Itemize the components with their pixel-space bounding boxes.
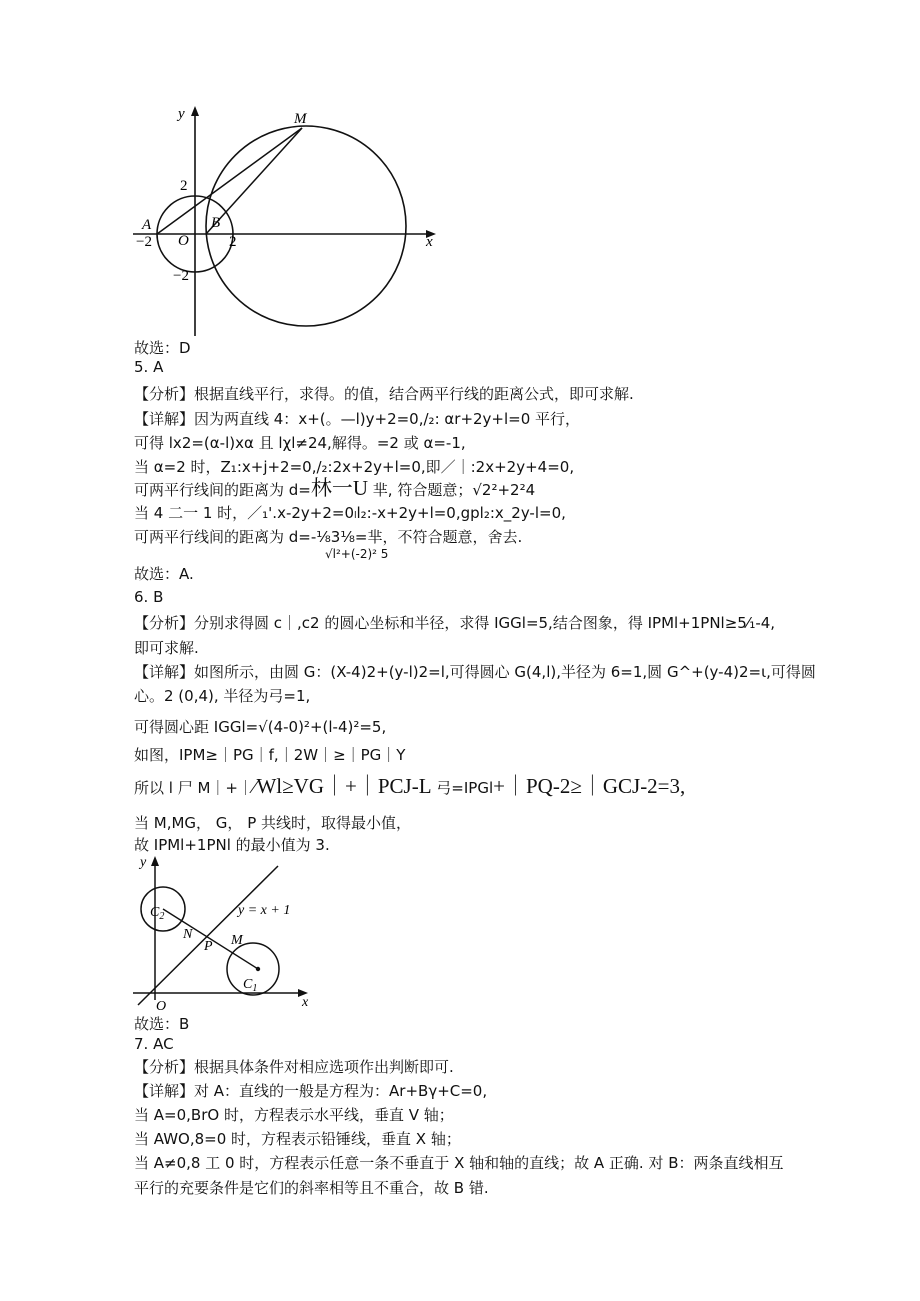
q6-detail-3: 可得圆心距 IGGl=√(4-0)²+(l-4)²=5, — [134, 718, 387, 736]
y-axis-label: y — [178, 106, 185, 122]
q6-analysis-2: 即可求解. — [134, 639, 199, 657]
point-label-B: B — [211, 215, 221, 231]
q7-analysis: 【分析】根据具体条件对相应选项作出判断即可. — [134, 1058, 454, 1076]
q6-analysis-1: 【分析】分别求得圆 c｜,c2 的圆心坐标和半径，求得 IGGl=5,结合图象，得 IPMl+1PNl≥5⁄₁-4, — [134, 614, 776, 632]
q5-detail-7: √l²+(-2)² 5 — [325, 547, 389, 561]
x-axis-label-2: x — [302, 995, 309, 1010]
q6-detail-4: 如图，IPM≥｜PG｜f,｜2W｜≥｜PG｜Y — [134, 746, 406, 764]
q5-detail-4-prefix: 可两平行线间的距离为 d= — [134, 481, 311, 499]
tick-label-2-x: 2 — [229, 234, 237, 250]
q5-detail-5: 当 4 二一 1 时，／₁'.x-2y+2=0ₗl₂:-x+2y+l=0,gpl₂:x_2y-l=0, — [134, 504, 566, 522]
q6-detail-5-part-d: +｜PQ-2≥｜GCJ-2=3, — [493, 774, 686, 798]
answer-choice-6: 故选：B — [134, 1015, 190, 1033]
point-label-A: A — [142, 217, 152, 233]
y-axis-label-2: y — [140, 855, 147, 870]
q5-detail-4-suffix: 芈, 符合题意；√2²+2²4 — [368, 481, 536, 499]
q6-detail-5-part-b: ⁄Wl≥VG｜+｜PCJ-L — [252, 774, 432, 798]
q6-number: 6. B — [134, 588, 164, 606]
circle-label-C1: $C_1$ — [243, 977, 258, 994]
q7-detail-3: 当 AWO,8=0 时，方程表示铅锤线，垂直 X 轴； — [134, 1130, 461, 1148]
x-axis-label: x — [426, 234, 433, 250]
figure-line-circles-diagram — [128, 852, 328, 1016]
origin-label-O-2: O — [156, 999, 167, 1014]
q6-detail-5-prefix: 所以 l 尸 M｜+｜ — [134, 779, 253, 797]
point-label-P: P — [204, 939, 213, 954]
q6-detail-5-part-c: 弓=IPGl — [431, 779, 494, 797]
q7-detail-1: 【详解】对 A：直线的一般是方程为：Ar+Bγ+C=0, — [134, 1082, 488, 1100]
q7-detail-5: 平行的充要条件是它们的斜率相等且不重合，故 B 错. — [134, 1179, 489, 1197]
figure-circles-diagram — [128, 100, 448, 350]
point-label-M-2: M — [231, 933, 243, 948]
q7-detail-4: 当 A≠0,8 工 0 时，方程表示任意一条不垂直于 X 轴和轴的直线；故 A 正确. 对 B：两条直线相互 — [134, 1154, 784, 1172]
circle-label-C2: $C_2$ — [150, 905, 165, 922]
origin-label-O: O — [178, 233, 189, 249]
tick-label-neg2-y: −2 — [173, 268, 189, 284]
q5-detail-6: 可两平行线间的距离为 d=-⅛3⅛=芈，不符合题意，舍去. — [134, 528, 523, 546]
tick-label-neg2-x: −2 — [136, 234, 152, 250]
q5-detail-4 — [134, 478, 535, 500]
large-circle — [206, 126, 406, 326]
segment-BM — [206, 128, 302, 234]
q5-choice: 故选：A. — [134, 565, 194, 583]
answer-choice-4: 故选：D — [134, 339, 191, 357]
q6-detail-5 — [134, 773, 685, 801]
q6-detail-7: 故 IPMl+1PNl 的最小值为 3. — [134, 836, 330, 854]
q6-detail-6: 当 M,MG， G， P 共线时，取得最小值， — [134, 814, 412, 832]
q5-detail-1: 【详解】因为两直线 4：x+(。—l)y+2=0,/₂: αr+2y+l=0 平行， — [134, 410, 581, 428]
tick-label-2-y: 2 — [180, 178, 188, 194]
point-label-M: M — [294, 111, 307, 127]
q6-detail-2: 心。2 (0,4), 半径为弓=1, — [134, 687, 311, 705]
q5-analysis: 【分析】根据直线平行，求得。的值，结合两平行线的距离公式，即可求解. — [134, 385, 634, 403]
q6-detail-1: 【详解】如图所示，由圆 G：(X-4)2+(y-l)2=l,可得圆心 G(4,l),半径为 6=1,圆 G^+(y-4)2=ι,可得圆 — [134, 663, 816, 681]
point-label-N: N — [183, 927, 193, 942]
q5-detail-4-garbled: 林一U — [310, 476, 369, 500]
q5-detail-3: 当 α=2 时，Z₁:x+j+2=0,/₂:2x+2y+l=0,即／｜:2x+2y+4=0, — [134, 458, 575, 476]
q7-detail-2: 当 A=0,BrO 时，方程表示水平线，垂直 V 轴； — [134, 1106, 454, 1124]
line-equation-label: y = x + 1 — [238, 903, 291, 918]
q5-detail-2: 可得 lx2=(α-l)xα 且 lχl≠24,解得。=2 或 α=-1, — [134, 434, 466, 452]
center-C1-dot — [256, 967, 260, 971]
q7-number: 7. AC — [134, 1035, 174, 1053]
q5-number: 5. A — [134, 358, 164, 376]
y-axis-arrow — [191, 106, 199, 116]
y-axis-arrow-2 — [151, 856, 159, 866]
